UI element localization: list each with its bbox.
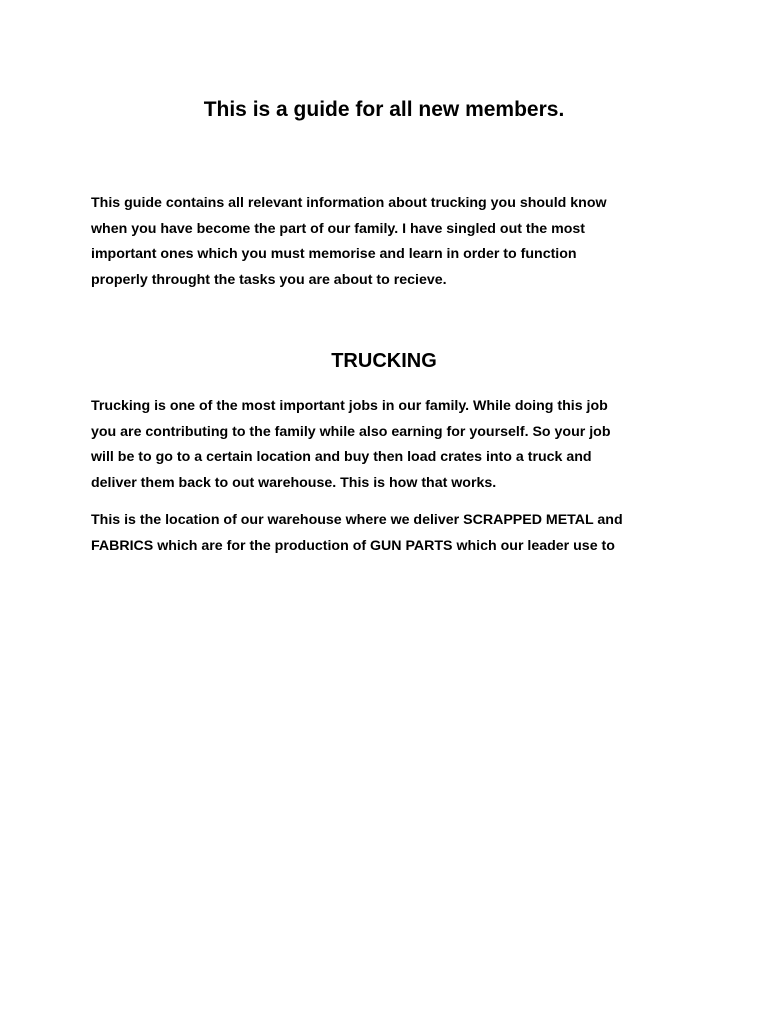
paragraph-line: will be to go to a certain location and buy then load crates into a truck and [91,449,592,465]
paragraph-line: This is the location of our warehouse where we deliver SCRAPPED METAL and [91,512,623,528]
paragraph-line: Trucking is one of the most important jobs in our family. While doing this job [91,398,608,414]
page-title: This is a guide for all new members. [203,98,565,121]
paragraph-line: you are contributing to the family while also earning for yourself. So your job [91,423,611,440]
section-heading-trucking: TRUCKING [331,350,437,372]
intro-paragraph [91,191,691,293]
paragraph-line: FABRICS which are for the production of GUN PARTS which our leader use to [91,537,615,554]
paragraph-line: This guide contains all relevant information about trucking you should know [91,195,607,211]
trucking-paragraph [91,394,691,496]
paragraph-line: properly throught the tasks you are about to recieve. [91,271,447,288]
paragraph-line: important ones which you must memorise and learn in order to function [91,246,577,262]
warehouse-paragraph [91,508,691,559]
paragraph-line: deliver them back to out warehouse. This is how that works. [91,474,497,491]
paragraph-line: when you have become the part of our family. I have singled out the most [91,220,586,237]
